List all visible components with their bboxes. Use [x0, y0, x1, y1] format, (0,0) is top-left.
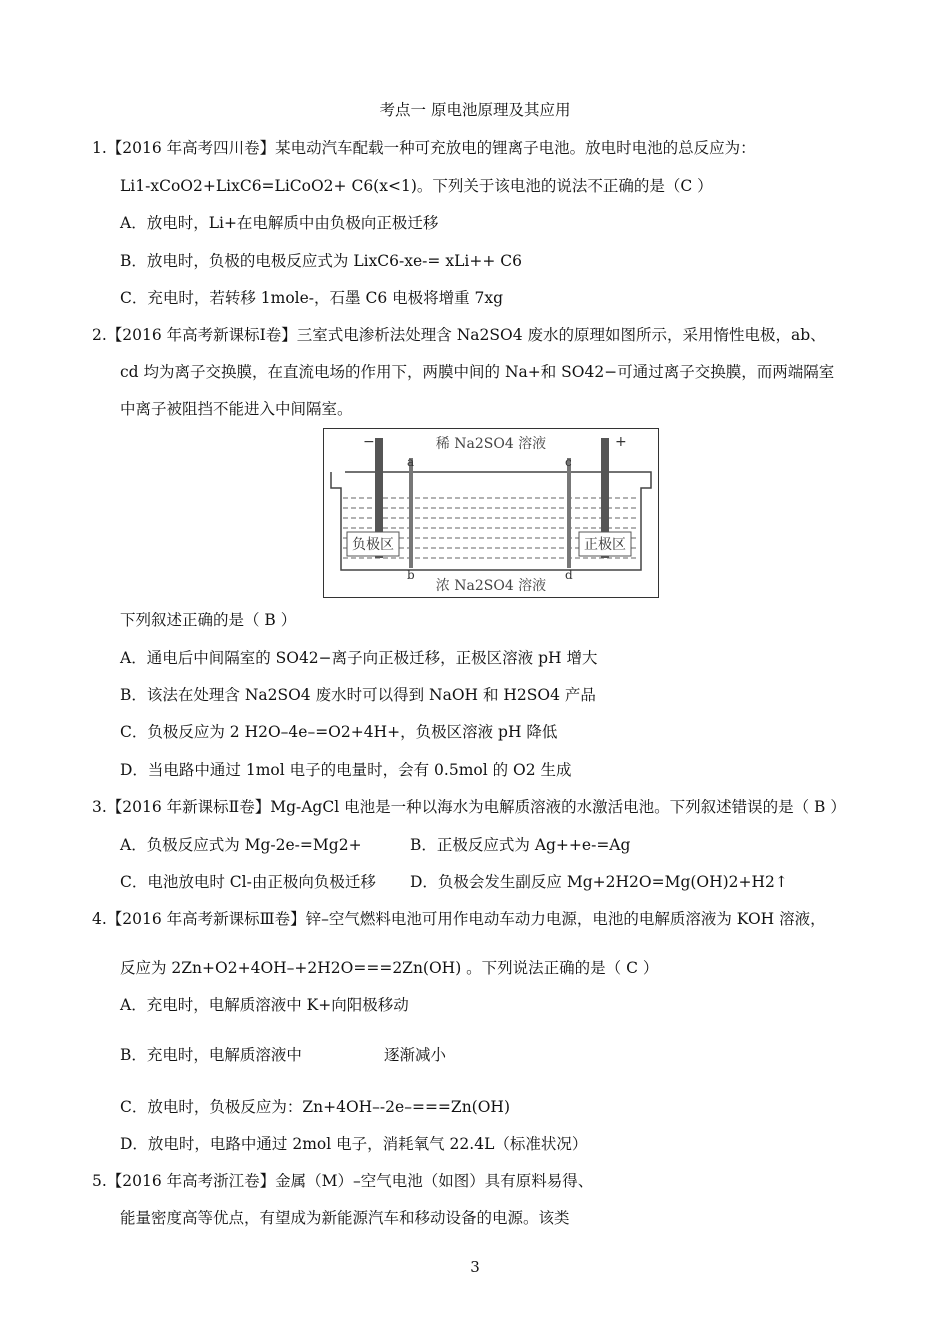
page-number: 3	[470, 1258, 480, 1276]
membrane-ab	[409, 458, 413, 568]
q1-option-c: C．充电时，若转移 1mole-，石墨 C6 电极将增重 7xg	[120, 289, 504, 307]
q3-option-a: A．负极反应式为 Mg-2e-=Mg2+	[120, 836, 362, 854]
label-b: b	[407, 568, 415, 582]
q1-stem-line2: Li1-xCoO2+LixC6=LiCoO2+ C6(x<1)。下列关于该电池的说法不正确的是（C ）	[120, 177, 713, 195]
q4-option-a: A．充电时，电解质溶液中 K+向阳极移动	[120, 996, 409, 1014]
q2-option-c: C．负极反应为 2 H2O–4e–=O2+4H+，负极区溶液 pH 降低	[120, 723, 558, 741]
q2-stem-line3: 中离子被阻挡不能进入中间隔室。	[120, 400, 353, 418]
minus-sign: −	[363, 434, 375, 450]
q3-stem: 3.【2016 年新课标Ⅱ卷】Mg-AgCl 电池是一种以海水为电解质溶液的水激活电池。下列叙述错误的是（ B ）	[92, 798, 846, 816]
q2-option-b: B．该法在处理含 Na2SO4 废水时可以得到 NaOH 和 H2SO4 产品	[120, 686, 596, 704]
q2-stem-line2: cd 均为离子交换膜，在直流电场的作用下，两膜中间的 Na+和 SO42−可通过离子交换膜，而两端隔室	[120, 363, 835, 381]
positive-zone-label: 正极区	[584, 537, 626, 553]
q3-option-b: B．正极反应式为 Ag++e-=Ag	[410, 836, 631, 854]
label-a: a	[407, 455, 415, 469]
q2-stem-line1: 2.【2016 年高考新课标Ⅰ卷】三室式电渗析法处理含 Na2SO4 废水的原理如图所示，采用惰性电极，ab、	[92, 326, 826, 344]
negative-zone-label: 负极区	[352, 537, 394, 553]
q4-option-b-part2: 逐渐减小	[384, 1046, 447, 1064]
q4-stem-line2: 反应为 2Zn+O2+4OH–+2H2O===2Zn(OH) 。下列说法正确的是（ C ）	[120, 959, 659, 977]
label-d: d	[565, 568, 573, 582]
q3-option-c: C．电池放电时 Cl-由正极向负极迁移	[120, 873, 376, 891]
section-title: 考点一 原电池原理及其应用	[379, 101, 571, 119]
label-c: c	[565, 455, 572, 469]
electrodialysis-figure	[323, 428, 659, 598]
q2-option-a: A．通电后中间隔室的 SO42−离子向正极迁移，正极区溶液 pH 增大	[120, 649, 598, 667]
q1-option-b: B．放电时，负极的电极反应式为 LixC6-xe-= xLi++ C6	[120, 252, 522, 270]
q4-option-c: C．放电时，负极反应为：Zn+4OH–-2e–===Zn(OH)	[120, 1098, 510, 1116]
q4-option-b-part1: B．充电时，电解质溶液中	[120, 1046, 302, 1064]
q3-option-d: D．负极会发生副反应 Mg+2H2O=Mg(OH)2+H2↑	[410, 873, 788, 891]
q1-stem-line1: 1.【2016 年高考四川卷】某电动汽车配载一种可充放电的锂离子电池。放电时电池的总反应为：	[92, 139, 756, 157]
q1-option-a: A．放电时，Li+在电解质中由负极向正极迁移	[120, 214, 439, 232]
q2-question: 下列叙述正确的是（ B ）	[120, 611, 297, 629]
q2-option-d: D．当电路中通过 1mol 电子的电量时，会有 0.5mol 的 O2 生成	[120, 761, 572, 779]
plus-sign: +	[615, 434, 627, 450]
q4-stem-line1: 4.【2016 年高考新课标Ⅲ卷】锌–空气燃料电池可用作电动车动力电源，电池的电解质溶液为 KOH 溶液，	[92, 910, 826, 928]
figure-bottom-label: 浓 Na2SO4 溶液	[435, 578, 547, 594]
q5-stem-line1: 5.【2016 年高考浙江卷】金属（M）–空气电池（如图）具有原料易得、	[92, 1172, 594, 1190]
q4-option-d: D．放电时，电路中通过 2mol 电子，消耗氧气 22.4L（标准状况）	[120, 1135, 588, 1153]
figure-top-label: 稀 Na2SO4 溶液	[435, 436, 547, 452]
membrane-cd	[567, 458, 571, 568]
q5-stem-line2: 能量密度高等优点，有望成为新能源汽车和移动设备的电源。该类	[120, 1209, 570, 1227]
